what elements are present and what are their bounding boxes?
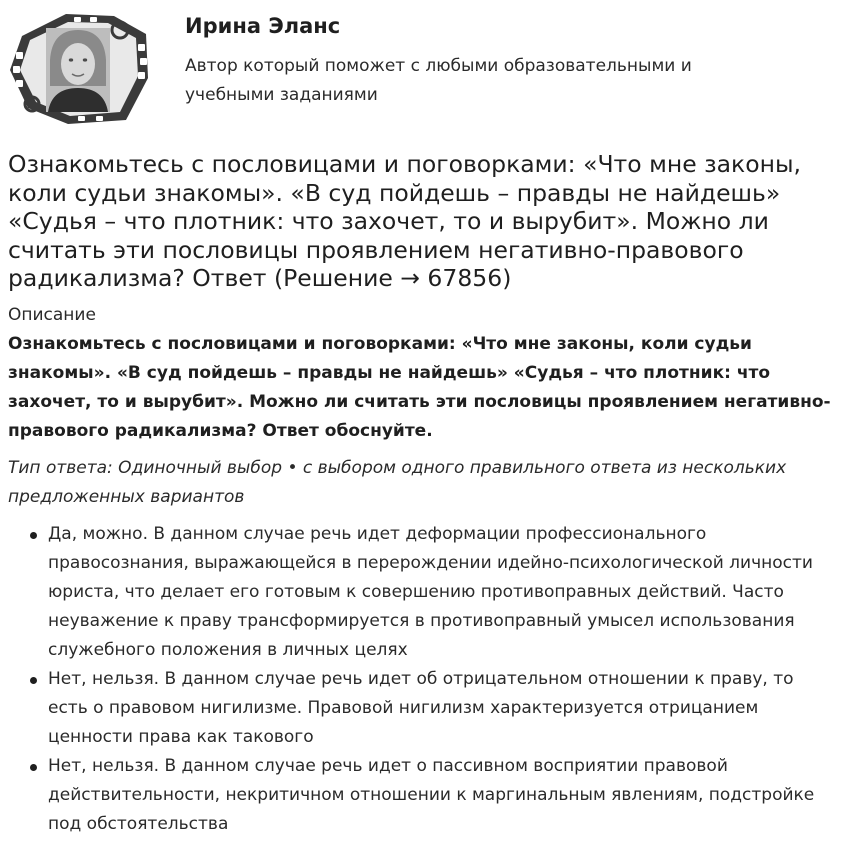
bullet-icon bbox=[30, 532, 37, 539]
answer-option-text: Да, можно. В данном случае речь идет деформации профессионального правосознания, выражающейся в перерождении идейно-психологической личности юриста, что делает его готовым к совершению противоправных действий. Часто неуважение к праву трансформируется в противоправный умысел использования служебного положения в личных целях bbox=[48, 524, 813, 660]
answer-option-text: Нет, нельзя. В данном случае речь идет об отрицательном отношении к праву, то есть о правовом нигилизме. Правовой нигилизм характеризуется отрицанием ценности права как такового bbox=[48, 669, 794, 747]
bullet-icon bbox=[30, 677, 37, 684]
bullet-icon bbox=[30, 764, 37, 771]
answer-option-text: Нет, нельзя. В данном случае речь идет о пассивном восприятии правовой действительности, некритичном отношении к маргинальным явлениям, подстройке под обстоятельства bbox=[48, 756, 815, 834]
author-card bbox=[8, 8, 838, 128]
author-avatar bbox=[8, 8, 150, 126]
description-label: Описание bbox=[8, 305, 96, 325]
answer-options-list bbox=[8, 520, 838, 839]
author-description: Автор который поможет с любыми образовательными и учебными заданиями bbox=[185, 56, 692, 105]
question-description: Ознакомьтесь с пословицами и поговорками: «Что мне законы, коли судьи знакомы». «В суд пойдешь – правды не найдешь» «Судья – что плотник: что захочет, то и вырубит». Можно ли считать эти пословицы проявлением негативно-правового радикализма? Ответ обоснуйте. bbox=[8, 334, 831, 441]
answer-type: Тип ответа: Одиночный выбор • с выбором одного правильного ответа из нескольких предложенных вариантов bbox=[8, 458, 787, 507]
question-title: Ознакомьтесь с пословицами и поговорками: «Что мне законы, коли судьи знакомы». «В суд пойдешь – правды не найдешь» «Судья – что плотник: что захочет, то и вырубит». Можно ли считать эти пословицы проявлением негативно-правового радикализма? Ответ (Решение → 67856) bbox=[8, 150, 801, 292]
answer-option bbox=[8, 520, 838, 665]
author-name: Ирина Эланс bbox=[185, 14, 341, 38]
answer-option bbox=[8, 752, 838, 839]
answer-option bbox=[8, 665, 838, 752]
